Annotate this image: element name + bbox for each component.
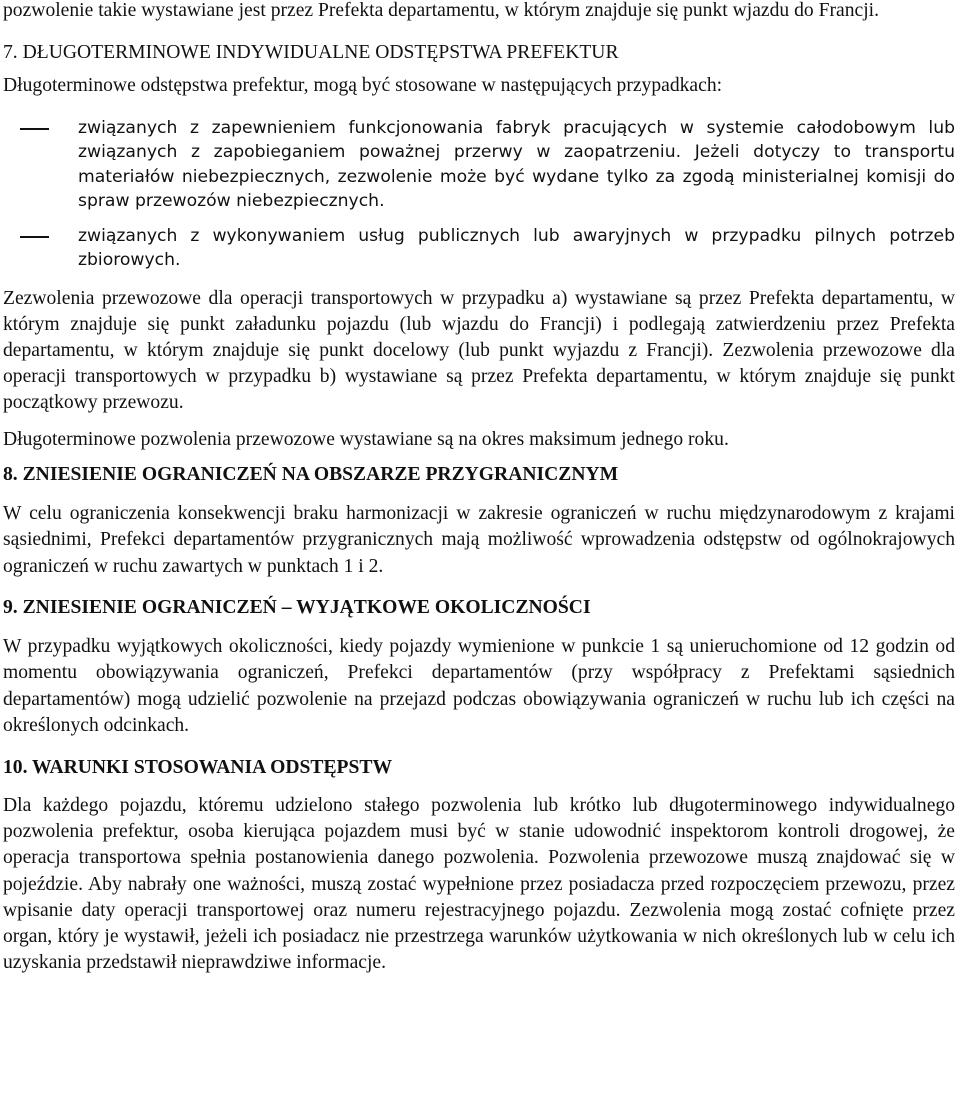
section-7-paragraph-2: Długoterminowe pozwolenia przewozowe wystawiane są na okres maksimum jednego roku. (3, 428, 729, 450)
section-9-heading: 9. ZNIESIENIE OGRANICZEŃ – WYJĄTKOWE OKOLICZNOŚCI (3, 597, 591, 618)
document-page (3, 0, 955, 976)
intro-paragraph: pozwolenie takie wystawiane jest przez Prefekta departamentu, w którym znajduje się punkt wjazdu do Francji. (3, 0, 879, 21)
section-8-heading: 8. ZNIESIENIE OGRANICZEŃ NA OBSZARZE PRZYGRANICZNYM (3, 464, 619, 485)
section-7-heading: 7. DŁUGOTERMINOWE INDYWIDUALNE ODSTĘPSTWA PREFEKTUR (3, 41, 619, 63)
bullet-1-text-a: związanych z zapewnieniem funkcjonowania fabryk pracujących w systemie całodobowym lub związanych z zapobieganiem poważnej przerwy w zaopatrzeniu. (78, 117, 955, 162)
section-9-paragraph: W przypadku wyjątkowych okoliczności, kiedy pojazdy wymienione w punkcie 1 są unieruchomione od 12 godzin od momentu obowiązywania ograniczeń, Prefekci departamentów (przy współpracy z Prefektami sąsiednich departamentów) mogą udzielić pozwolenie na przejazd podczas obowiązywania ograniczeń w ruchu lub ich części na określonych odcinkach. (3, 635, 955, 736)
bullet-item-1 (3, 116, 955, 214)
bullet-item-2 (3, 224, 955, 273)
section-10-heading: 10. WARUNKI STOSOWANIA ODSTĘPSTW (3, 756, 393, 778)
section-7-paragraph-1: Zezwolenia przewozowe dla operacji transportowych w przypadku a) wystawiane są przez Prefekta departamentu, w którym znajduje się punkt załadunku pojazdu (lub wjazdu do Francji) i podlegają zatwierdzeniu przez Prefekta departamentu, w którym znajduje się punkt docelowy (lub punkt wyjazdu z Francji). Zezwolenia przewozowe dla operacji transportowych w przypadku b) wystawiane są przez Prefekta departamentu, w którym znajduje się punkt początkowy przewozu. (3, 287, 955, 413)
section-7-lead: Długoterminowe odstępstwa prefektur, mogą być stosowane w następujących przypadkach: (3, 75, 723, 96)
dash-icon (20, 236, 49, 238)
bullet-1-text (78, 116, 955, 214)
section-8-paragraph: W celu ograniczenia konsekwencji braku harmonizacji w zakresie ograniczeń w ruchu międzynarodowym z krajami sąsiednimi, Prefekci departamentów przygranicznych mają możliwość wprowadzenia odstępstw od ogólnokrajowych ograniczeń w ruchu zawartych w punktach 1 i 2. (3, 502, 955, 577)
bullet-2-text: związanych z wykonywaniem usług publicznych lub awaryjnych w przypadku pilnych potrzeb zbiorowych. (78, 225, 955, 270)
section-10-paragraph: Dla każdego pojazdu, któremu udzielono stałego pozwolenia lub krótko lub długoterminowego indywidualnego pozwolenia prefektur, osoba kierująca pojazdem musi być w stanie udowodnić inspektorom kontroli drogowej, że operacja transportowa spełnia postanowienia danego pozwolenia. Pozwolenia przewozowe muszą znajdować się w pojeździe. Aby nabrały one ważności, muszą zostać wypełnione przez posiadacza przed rozpoczęciem przewozu, przez wpisanie daty operacji transportowej oraz numeru rejestracyjnego pojazdu. Zezwolenia mogą zostać cofnięte przez organ, który je wystawił, jeżeli ich posiadacz nie przestrzega warunków użytkowania w nich określonych lub w celu ich uzyskania przedstawił nieprawdziwe informacje. (3, 795, 955, 974)
dash-icon (20, 128, 49, 130)
bullet-1-text-b: Jeżeli dotyczy to transportu materiałów niebezpiecznych, zezwolenie może być wydane tylko za zgodą ministerialnej komisji do spraw przewozów niebezpiecznych. (78, 142, 956, 211)
